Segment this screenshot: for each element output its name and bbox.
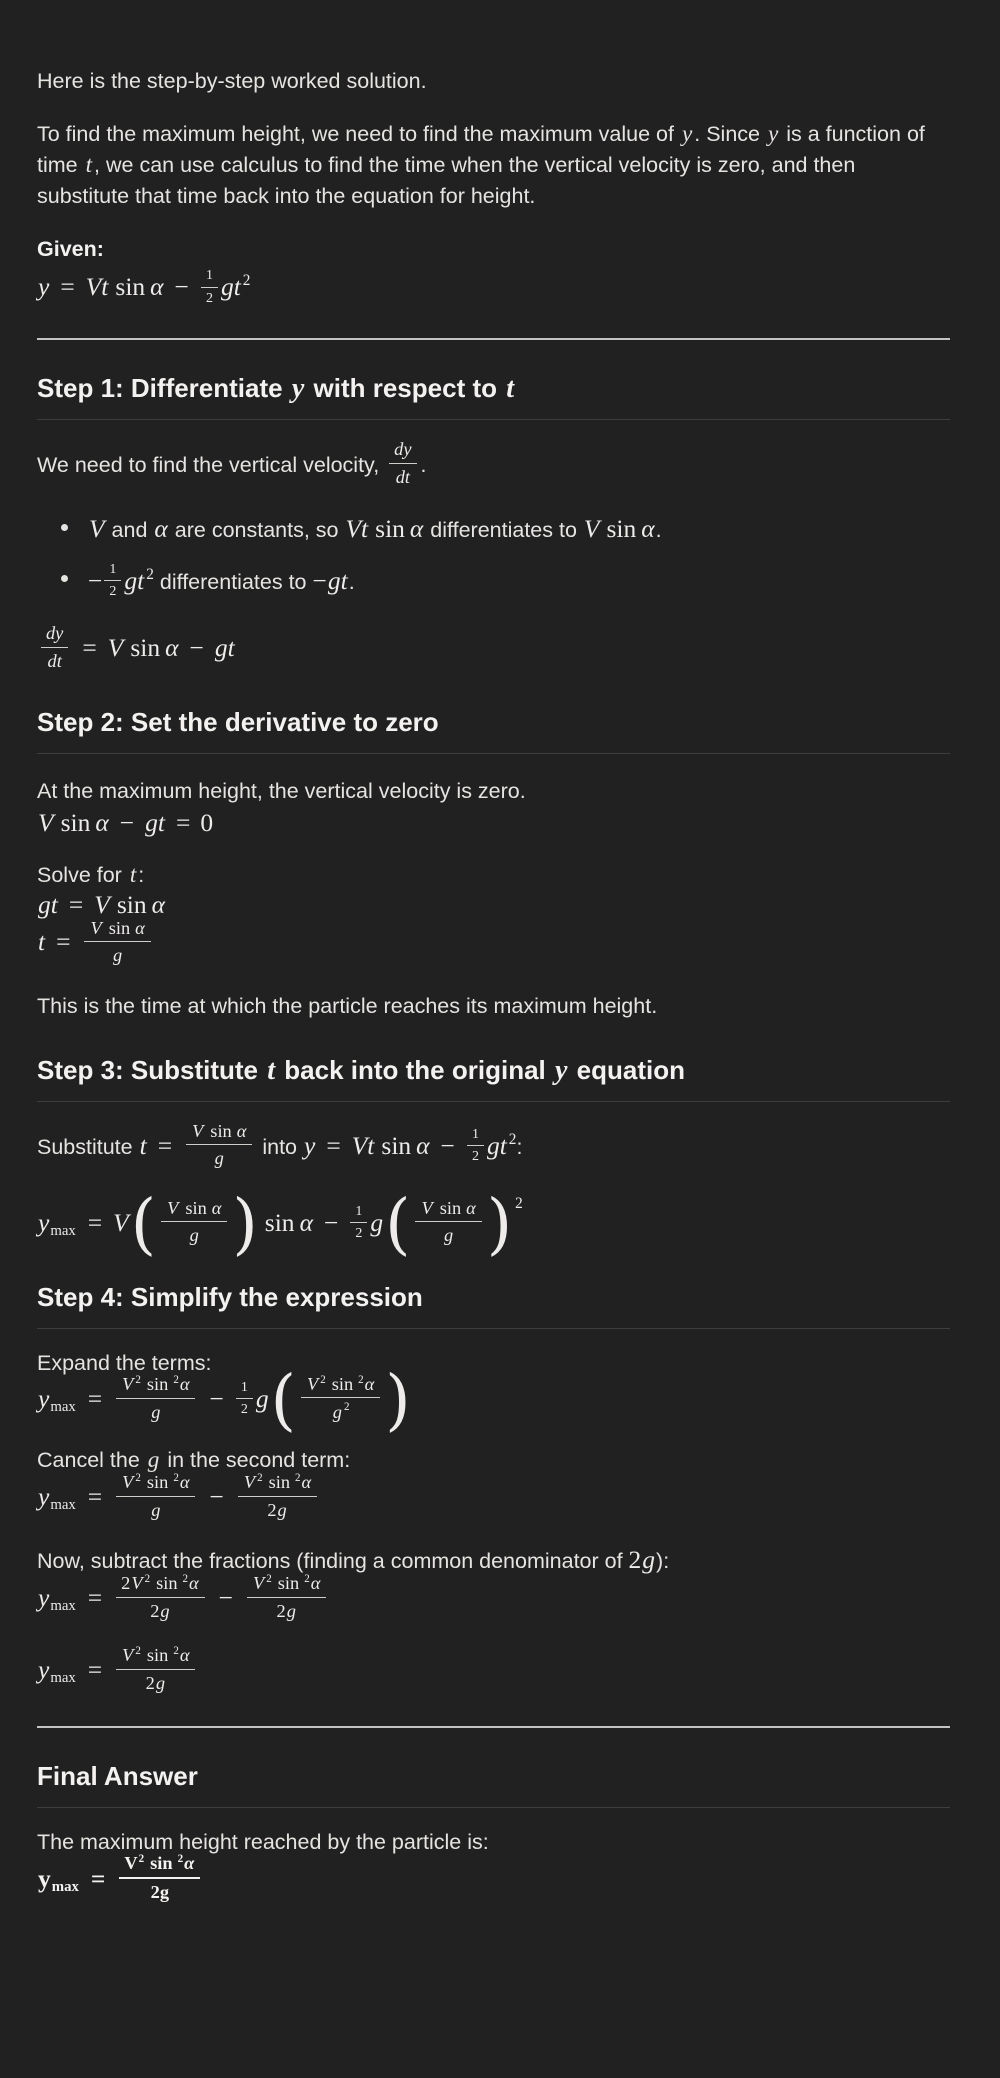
math-token: − xyxy=(189,632,204,662)
math-token: α xyxy=(416,1130,430,1160)
math-token: V xyxy=(131,1573,143,1594)
fraction xyxy=(116,1472,195,1520)
math-token: = xyxy=(87,1655,103,1685)
inline-equation xyxy=(37,890,166,919)
math-token: sin xyxy=(116,889,147,919)
math-token: α xyxy=(641,514,655,544)
simplified-result-equation xyxy=(37,1645,950,1696)
math-token: g xyxy=(277,1499,287,1520)
numerator xyxy=(238,1472,317,1497)
denominator: g xyxy=(444,1225,454,1246)
math-var-t: t xyxy=(267,1054,276,1086)
denominator: dt xyxy=(47,650,62,671)
denominator xyxy=(145,1598,175,1622)
exponent: 2 xyxy=(173,1645,179,1658)
math-token: = xyxy=(87,1482,103,1512)
math-token: − xyxy=(174,271,189,301)
text-run: . xyxy=(348,569,355,594)
fraction xyxy=(161,1198,227,1246)
step2-paragraph-1 xyxy=(37,776,950,840)
math-token: α xyxy=(466,1197,476,1218)
exponent: 2 xyxy=(320,1373,326,1386)
math-token: V xyxy=(253,1573,265,1594)
exponent: 2 xyxy=(135,1472,141,1485)
math-token: t xyxy=(139,1130,147,1160)
section-divider xyxy=(37,1726,950,1728)
step1-heading xyxy=(37,372,950,420)
text-run: in the second term: xyxy=(161,1448,351,1473)
math-token: gt xyxy=(124,565,145,595)
math-token: − xyxy=(218,1582,234,1612)
math-token: = xyxy=(60,271,75,301)
heading-text: Step 4: Simplify the expression xyxy=(37,1281,423,1312)
final-answer-heading xyxy=(37,1760,950,1808)
math-token: V xyxy=(307,1373,319,1394)
math-token: Vt xyxy=(85,271,109,301)
math-token: sin xyxy=(185,1197,207,1218)
math-token: y xyxy=(38,1655,50,1685)
math-var-y: y xyxy=(767,121,779,147)
exponent: 2 xyxy=(343,1401,350,1414)
step3-substitute-paragraph xyxy=(37,1120,950,1172)
math-token: V xyxy=(94,889,110,919)
math-token: sin xyxy=(156,1573,178,1594)
denominator: g xyxy=(151,1499,161,1520)
denominator: 2 xyxy=(205,290,213,306)
math-token: α xyxy=(179,1645,190,1666)
math-token: V xyxy=(167,1197,179,1218)
math-token: α xyxy=(409,514,424,544)
math-token: V xyxy=(38,808,54,838)
subscript: max xyxy=(51,1878,79,1895)
math-token: g xyxy=(155,1672,165,1693)
exponent: 2 xyxy=(144,1572,151,1585)
math-token: sin xyxy=(268,1472,291,1493)
heading-text: equation xyxy=(569,1054,686,1085)
inline-equation xyxy=(583,514,656,543)
math-token: − xyxy=(88,565,103,595)
exponent: 2 xyxy=(182,1572,189,1585)
denominator: 2 xyxy=(240,1402,248,1418)
math-token: y xyxy=(38,1482,50,1512)
numerator: 1 xyxy=(201,268,218,288)
given-equation xyxy=(37,267,251,306)
math-token: sin xyxy=(277,1573,300,1594)
inline-equation xyxy=(37,1472,321,1520)
math-var-t: t xyxy=(506,373,515,405)
exponent: 2 xyxy=(358,1373,364,1386)
math-token: sin xyxy=(146,1472,169,1493)
inline-equation xyxy=(37,917,155,966)
bullet-item xyxy=(88,561,950,602)
math-var-y: y xyxy=(554,1054,568,1086)
math-token: − xyxy=(209,1383,224,1413)
text-run: The maximum height reached by the particle is: xyxy=(37,1830,489,1855)
text-run: are constants, so xyxy=(168,518,345,543)
numerator xyxy=(116,1472,195,1497)
text-run: : xyxy=(138,863,145,888)
ymax-display-equation: ymax = V( $\frac{\text{V sin α}}{g}$ ) sin α − $\frac{1}{2}$ g( $\frac{\text{V sin α}}{g}$ ) $^2$ xyxy=(38,1186,523,1263)
text-run: . Since xyxy=(694,122,766,146)
math-token: V xyxy=(421,1197,433,1218)
math-token: t xyxy=(38,927,46,957)
math-token: V xyxy=(243,1472,256,1493)
given-label: Given: xyxy=(37,237,104,261)
math-token: y xyxy=(38,1383,50,1413)
math-token: V xyxy=(90,917,102,938)
math-token: sin xyxy=(108,917,131,938)
inline-equation xyxy=(385,439,420,487)
math-token: sin xyxy=(115,271,146,301)
math-token: V xyxy=(122,1472,134,1493)
fraction xyxy=(247,1573,326,1621)
inline-equation xyxy=(153,514,168,543)
math-token: gt xyxy=(220,271,241,301)
numerator: dy xyxy=(389,439,416,464)
math-token: V xyxy=(122,1373,134,1394)
math-token: = xyxy=(87,1582,103,1612)
numerator xyxy=(301,1374,380,1399)
inline-equation: ymax = $\frac{V ^2 \sin ^2\alpha}{g}$ − $\frac{1}{2}$ g( $\frac{V ^2 \sin ^2\alpha}{g ^2}$ ) xyxy=(38,1362,411,1439)
math-var-y: y xyxy=(291,373,305,405)
given-block xyxy=(37,234,950,308)
text-run: Now, subtract the fractions (finding a common denominator of xyxy=(37,1549,629,1574)
step4-heading xyxy=(37,1281,950,1329)
denominator xyxy=(141,1670,171,1694)
math-token: sin xyxy=(606,514,637,544)
math-token: sin xyxy=(130,632,161,662)
fraction xyxy=(41,623,68,671)
text-run: into xyxy=(256,1134,303,1159)
math-token: 2 xyxy=(121,1573,131,1594)
inline-equation xyxy=(37,808,213,837)
exponent: 2 xyxy=(173,1472,179,1485)
exponent: 2 xyxy=(266,1572,272,1585)
math-token: α xyxy=(189,1573,199,1594)
denominator: g xyxy=(113,945,123,966)
inline-equation xyxy=(629,1545,657,1574)
denominator: dt xyxy=(395,466,410,487)
exponent: 2 xyxy=(242,272,251,289)
text-run: , we can use calculus to find the time when the vertical velocity is zero, and then substitute that time back into the equation for height. xyxy=(37,153,856,208)
math-token: g xyxy=(370,1207,384,1237)
heading-text: Step 3: Substitute xyxy=(37,1054,266,1085)
fraction xyxy=(389,439,416,487)
fraction xyxy=(201,268,218,306)
subscript: max xyxy=(50,1598,76,1615)
math-token: − xyxy=(312,565,327,595)
step1-bullet-list xyxy=(37,512,950,602)
numerator: 1 xyxy=(104,562,121,582)
text-run: To find the maximum height, we need to find the maximum value of xyxy=(37,122,680,146)
math-token: sin xyxy=(439,1197,462,1218)
math-token: − xyxy=(440,1130,455,1160)
math-token: y xyxy=(38,271,50,301)
math-token: sin xyxy=(264,1207,295,1237)
denominator: 2 xyxy=(471,1149,479,1165)
math-token: = xyxy=(87,1383,103,1413)
math-token: 2 xyxy=(276,1600,286,1621)
math-token: = xyxy=(157,1130,173,1160)
denominator: 2 xyxy=(355,1226,363,1242)
fraction xyxy=(415,1198,481,1246)
subscript: max xyxy=(50,1670,76,1687)
math-token: g xyxy=(642,1545,656,1575)
math-token: V xyxy=(583,514,600,544)
step3-heading xyxy=(37,1054,950,1102)
text-run: is a function of time xyxy=(37,122,925,177)
math-token: gt xyxy=(214,632,235,662)
math-token: y xyxy=(38,1863,51,1893)
exponent: 2 xyxy=(304,1572,310,1585)
numerator: 1 xyxy=(236,1380,253,1400)
fraction xyxy=(238,1472,317,1520)
step4-expand-paragraph xyxy=(37,1350,950,1439)
fraction xyxy=(236,1380,253,1418)
math-token: = xyxy=(82,632,97,662)
math-token: g xyxy=(255,1383,269,1413)
heading-text: with respect to xyxy=(306,373,505,404)
math-token: = xyxy=(56,927,71,957)
text-run: : xyxy=(516,1134,523,1159)
text-run: This is the time at which the particle reaches its maximum height. xyxy=(37,993,658,1018)
numerator xyxy=(119,1853,200,1879)
math-token: sin xyxy=(331,1373,354,1394)
fraction xyxy=(116,1374,195,1422)
math-token: − xyxy=(119,808,135,838)
numerator xyxy=(186,1121,252,1146)
numerator xyxy=(161,1198,227,1223)
exponent: 2 xyxy=(135,1645,141,1658)
math-token: α xyxy=(154,514,168,544)
math-token: α xyxy=(95,808,109,838)
text-run: and xyxy=(105,518,154,543)
explanation-paragraph xyxy=(37,119,950,212)
numerator xyxy=(116,1645,195,1670)
math-token: 2 xyxy=(150,1600,160,1621)
heading-text: back into the original xyxy=(277,1054,553,1085)
text-run: Cancel the xyxy=(37,1448,146,1473)
step2-outro-paragraph xyxy=(37,991,950,1022)
fraction xyxy=(116,1573,204,1621)
denominator: g xyxy=(189,1225,199,1246)
heading-text: Final Answer xyxy=(37,1761,198,1792)
math-token: V xyxy=(192,1120,204,1141)
step2-heading xyxy=(37,706,950,754)
math-token: gt xyxy=(38,889,58,919)
denominator: g xyxy=(151,1401,161,1422)
denominator: 2 xyxy=(109,584,117,600)
math-token: − xyxy=(323,1207,339,1237)
step1-lead-paragraph xyxy=(37,439,950,490)
numerator xyxy=(116,1573,204,1598)
math-token: α xyxy=(179,1472,190,1493)
final-answer-equation xyxy=(37,1853,204,1902)
math-token: V xyxy=(107,632,124,662)
inline-equation xyxy=(312,566,348,595)
text-run: We need to find the vertical velocity, xyxy=(37,453,386,478)
text-run: ): xyxy=(656,1549,670,1574)
math-token: α xyxy=(184,1853,195,1874)
exponent: 2 xyxy=(295,1472,301,1485)
math-token: g xyxy=(160,1600,170,1621)
math-token: Vt xyxy=(351,1130,375,1160)
math-token: sin xyxy=(146,1645,169,1666)
math-token: = xyxy=(90,1863,106,1893)
math-token: α xyxy=(165,632,179,662)
text-run: differentiates to xyxy=(153,569,313,594)
text-run: . xyxy=(655,518,662,543)
text-run: Here is the step-by-step worked solution. xyxy=(37,69,427,93)
math-token: g xyxy=(332,1401,342,1422)
math-token: g xyxy=(286,1600,296,1621)
heading-text: Step 2: Set the derivative to zero xyxy=(37,707,439,738)
math-token: V xyxy=(122,1645,134,1666)
math-var-y: y xyxy=(681,121,693,147)
inline-equation xyxy=(37,1572,330,1621)
numerator xyxy=(84,918,150,943)
derivative-equation xyxy=(37,622,950,674)
subscript: max xyxy=(50,1497,76,1514)
math-token: = xyxy=(326,1130,341,1160)
inline-equation xyxy=(88,561,154,600)
math-token: α xyxy=(301,1472,312,1493)
denominator xyxy=(262,1497,292,1521)
numerator: 1 xyxy=(350,1204,367,1224)
inline-equation xyxy=(303,1126,517,1165)
math-token: gt xyxy=(486,1130,507,1160)
math-var-t: t xyxy=(129,862,137,889)
text-run: Expand the terms: xyxy=(37,1350,212,1375)
heading-text: Step 1: Differentiate xyxy=(37,373,290,404)
fraction xyxy=(467,1127,484,1165)
intro-paragraph xyxy=(37,66,950,97)
math-token: sin xyxy=(60,808,91,838)
math-token: 2 xyxy=(267,1499,277,1520)
math-token: 0 xyxy=(200,808,214,838)
numerator xyxy=(415,1198,481,1223)
inline-equation xyxy=(88,514,106,543)
inline-equation xyxy=(344,514,424,543)
exponent: 2 xyxy=(508,1130,517,1148)
exponent: 2 xyxy=(135,1373,141,1386)
denominator xyxy=(146,1879,174,1903)
math-token: sin xyxy=(146,1373,169,1394)
math-token: α xyxy=(236,1120,247,1141)
math-token: sin xyxy=(375,514,405,544)
math-token: = xyxy=(87,1207,103,1237)
step4-cancel-paragraph xyxy=(37,1447,950,1523)
exponent: 2 xyxy=(173,1373,179,1386)
fraction xyxy=(119,1853,200,1902)
math-token: 2 xyxy=(145,1672,155,1693)
math-var-t: t xyxy=(85,152,93,178)
inline-equation xyxy=(139,1120,257,1169)
math-token: Vt xyxy=(345,514,369,544)
math-token: α xyxy=(150,271,164,301)
math-token: α xyxy=(310,1573,321,1594)
math-token: g xyxy=(159,1881,170,1902)
math-token: y xyxy=(38,1582,50,1612)
step2-paragraph-2 xyxy=(37,862,950,969)
math-token: sin xyxy=(210,1120,232,1141)
math-token: y xyxy=(38,1207,50,1237)
denominator xyxy=(272,1598,302,1622)
exponent: 2 xyxy=(138,1853,145,1866)
exponent: 2 xyxy=(515,1194,523,1212)
fraction xyxy=(84,918,150,966)
math-token: sin xyxy=(381,1130,412,1160)
math-token: V xyxy=(124,1853,138,1874)
math-token: − xyxy=(209,1482,224,1512)
math-token: gt xyxy=(145,808,165,838)
numerator xyxy=(247,1573,326,1598)
text-run: Substitute xyxy=(37,1134,139,1159)
text-run: Solve for xyxy=(37,863,128,888)
math-token: α xyxy=(299,1207,313,1237)
math-token: = xyxy=(68,889,84,919)
subscript: max xyxy=(50,1222,76,1239)
math-token: α xyxy=(135,917,145,938)
numerator: dy xyxy=(41,623,68,648)
text-run: differentiates to xyxy=(424,518,583,543)
fraction xyxy=(104,562,121,600)
numerator xyxy=(116,1374,195,1399)
math-token: V xyxy=(113,1207,129,1237)
exponent: 2 xyxy=(257,1472,263,1485)
denominator xyxy=(327,1398,355,1422)
math-token: = xyxy=(175,808,191,838)
math-token: α xyxy=(179,1373,190,1394)
fraction xyxy=(186,1121,252,1169)
math-token: 2 xyxy=(628,1545,642,1575)
subscript: max xyxy=(50,1398,76,1415)
math-token: sin xyxy=(150,1853,173,1874)
fraction xyxy=(301,1374,380,1422)
fraction xyxy=(350,1204,367,1242)
math-token: gt xyxy=(327,565,348,595)
fraction xyxy=(116,1645,195,1693)
bullet-item xyxy=(88,512,950,545)
math-var-g: g xyxy=(147,1447,160,1474)
text-run: . xyxy=(420,453,427,478)
exponent: 2 xyxy=(146,565,154,583)
denominator: g xyxy=(214,1148,224,1169)
math-token: 2 xyxy=(150,1881,160,1902)
exponent: 2 xyxy=(177,1853,184,1866)
math-token: α xyxy=(211,1197,222,1218)
step4-subtract-paragraph xyxy=(37,1545,950,1624)
math-token: V xyxy=(89,514,105,544)
numerator: 1 xyxy=(467,1127,484,1147)
final-answer-paragraph xyxy=(37,1830,950,1905)
math-token: α xyxy=(364,1373,375,1394)
text-run: At the maximum height, the vertical velocity is zero. xyxy=(37,779,526,804)
section-divider xyxy=(37,338,950,340)
math-token: α xyxy=(151,889,165,919)
math-token: y xyxy=(304,1130,316,1160)
